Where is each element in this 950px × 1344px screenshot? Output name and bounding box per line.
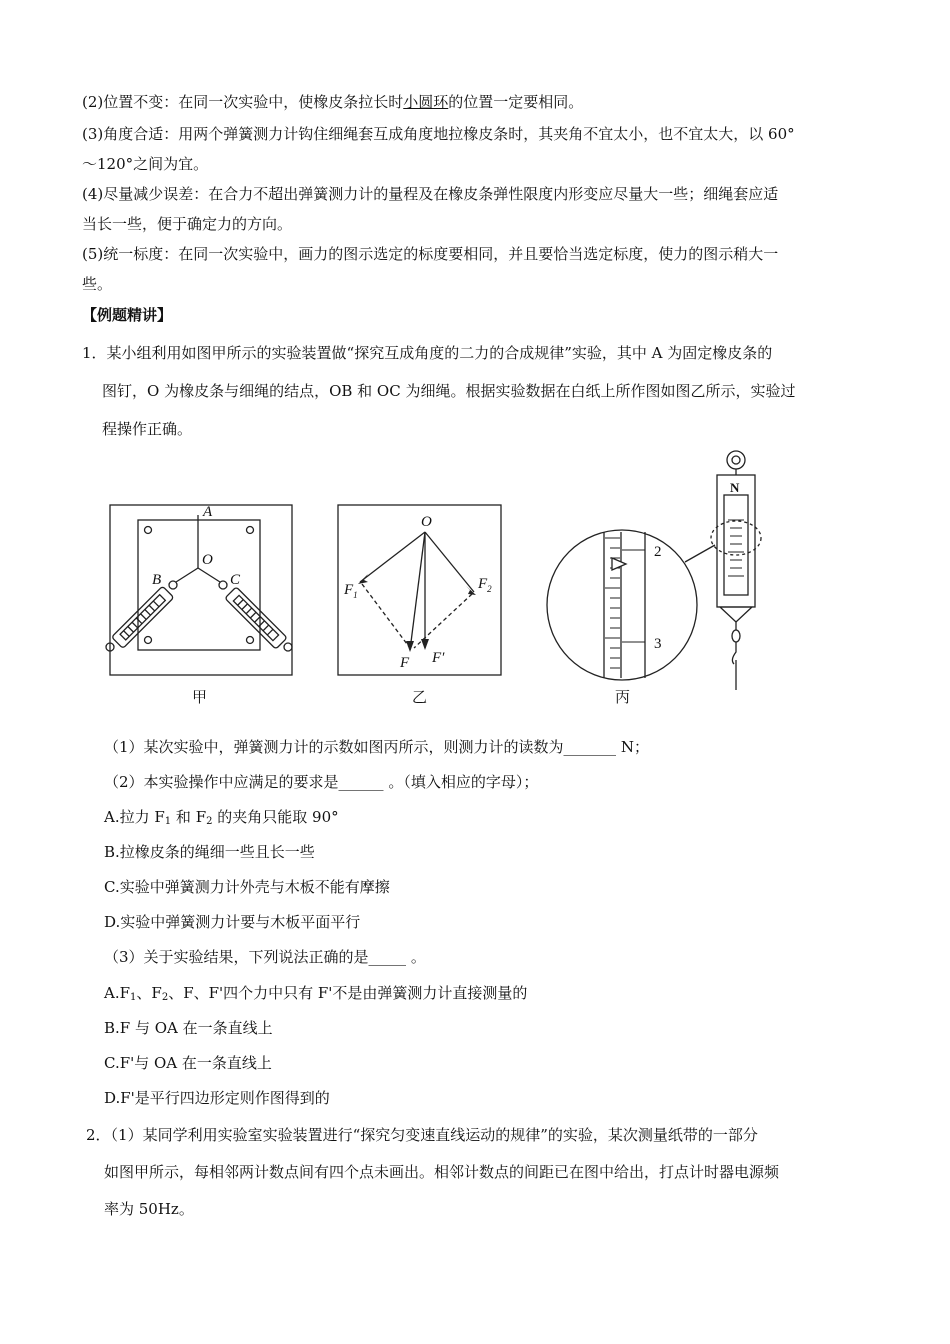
label-F2: $F_2$ <box>478 576 492 594</box>
q2-line2: 如图甲所示，每相邻两计数点间有四个点未画出。相邻计数点的间距已在图中给出，打点计时器电源频 <box>104 1163 780 1181</box>
opt-text: 、F <box>136 984 162 1002</box>
q1-sub2-option-A <box>104 807 339 832</box>
label-F: F <box>400 655 410 671</box>
label-A: A <box>203 504 213 520</box>
tick-label-2: 2 <box>654 544 662 560</box>
note-3-line2: ～120°之间为宜。 <box>82 155 209 173</box>
note-2 <box>82 92 583 112</box>
note-3-line1: (3)角度合适：用两个弹簧测力计钩住细绳套互成角度地拉橡皮条时，其夹角不宜太小，也不宜太大，以 60° <box>82 125 795 143</box>
note-2-text: (2)位置不变：在同一次实验中，使橡皮条拉长时 <box>82 93 404 111</box>
subscript: 2 <box>161 992 169 1003</box>
label-C: C <box>230 572 241 588</box>
label-O-yi: O <box>421 514 432 530</box>
q1-line1: 1．某小组利用如图甲所示的实验装置做“探究互成角度的二力的合成规律”实验，其中 A 为固定橡皮条的 <box>82 344 773 362</box>
section-title: 【例题精讲】 <box>82 306 173 324</box>
label-F-prime: F′ <box>432 650 445 666</box>
q2-line1: 2．（1）某同学利用实验室实验装置进行“探究匀变速直线运动的规律”的实验，某次测量纸带的一部分 <box>86 1126 758 1144</box>
q1-line2: 图钉，O 为橡皮条与细绳的结点，OB 和 OC 为细绳。根据实验数据在白纸上所作图如图乙所示，实验过 <box>102 382 796 400</box>
subscript: 1 <box>164 816 172 827</box>
caption-jia: 甲 <box>192 688 208 706</box>
figure-bing <box>547 451 761 690</box>
caption-yi: 乙 <box>412 688 428 706</box>
experiment-figure <box>100 450 790 710</box>
q1-sub3-option-B: B.F 与 OA 在一条直线上 <box>104 1019 273 1037</box>
q2-line3: 率为 50Hz。 <box>104 1200 194 1218</box>
opt-text: 和 F <box>171 808 207 826</box>
q1-sub2-option-B: B.拉橡皮条的绳细一些且长一些 <box>104 843 315 861</box>
q1-sub3-option-C: C.F'与 OA 在一条直线上 <box>104 1054 272 1072</box>
label-O-jia: O <box>202 552 213 568</box>
q1-sub2: （2）本实验操作中应满足的要求是______ 。（填入相应的字母）； <box>104 773 539 791</box>
q1-sub1: （1）某次实验中，弹簧测力计的示数如图丙所示，则测力计的读数为_______ N； <box>104 738 649 756</box>
q1-line3: 程操作正确。 <box>102 420 193 438</box>
note-2-underlined: 小圆环 <box>403 93 449 111</box>
q1-sub3-option-D: D.F'是平行四边形定则作图得到的 <box>104 1089 330 1107</box>
caption-bing: 丙 <box>615 688 631 706</box>
subscript: 1 <box>130 992 137 1003</box>
note-4-line2: 当长一些，便于确定力的方向。 <box>82 215 293 233</box>
note-5-line2: 些。 <box>82 275 113 293</box>
q1-sub2-option-D: D.实验中弹簧测力计要与木板平面平行 <box>104 913 361 931</box>
q1-sub2-option-C: C.实验中弹簧测力计外壳与木板不能有摩擦 <box>104 878 390 896</box>
opt-text: A.F <box>104 984 131 1002</box>
opt-text: 、F、F'四个力中只有 F'不是由弹簧测力计直接测量的 <box>168 984 528 1002</box>
figure-yi <box>338 505 501 675</box>
tick-label-3: 3 <box>654 636 662 652</box>
note-4-line1: (4)尽量减少误差：在合力不超出弹簧测力计的量程及在橡皮条弹性限度内形变应尽量大一些；细绳套应适 <box>82 185 779 203</box>
q1-sub3: （3）关于实验结果，下列说法正确的是_____ 。 <box>104 948 426 966</box>
label-N: N <box>730 480 740 495</box>
figure-jia <box>106 505 292 675</box>
q1-sub3-option-A <box>104 983 527 1008</box>
opt-text: 的夹角只能取 90° <box>212 808 339 826</box>
label-B: B <box>152 572 162 588</box>
label-F1: $F_1$ <box>344 582 358 600</box>
opt-text: A.拉力 F <box>104 808 165 826</box>
note-5-line1: (5)统一标度：在同一次实验中，画力的图示选定的标度要相同，并且要恰当选定标度，使力的图示稍大一 <box>82 245 779 263</box>
subscript: 2 <box>206 816 213 827</box>
note-2-tail: 的位置一定要相同。 <box>448 93 584 111</box>
